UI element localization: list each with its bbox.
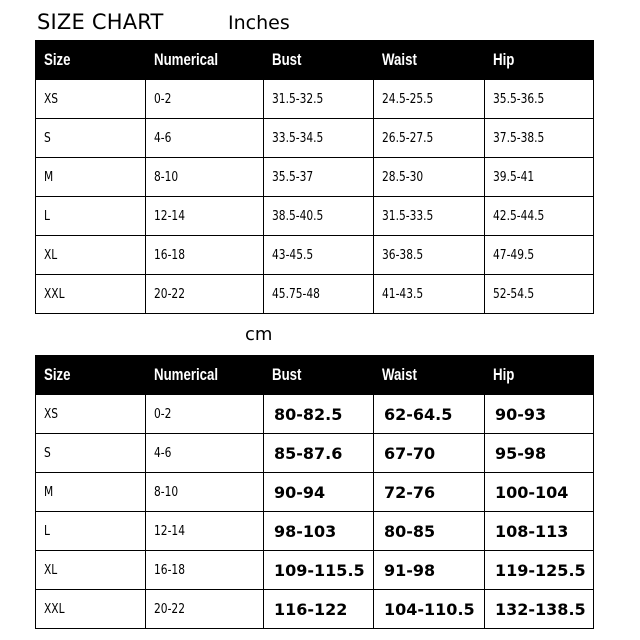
header-hip: Hip bbox=[485, 41, 594, 80]
numerical-cell: 20-22 bbox=[146, 275, 264, 314]
waist-cell: 36-38.5 bbox=[374, 236, 485, 275]
numerical-cell: 16-18 bbox=[146, 236, 264, 275]
numerical-cell: 0-2 bbox=[146, 80, 264, 119]
table-row bbox=[36, 590, 594, 629]
bust-cell: 109-115.5 bbox=[264, 551, 374, 590]
bust-cell: 38.5-40.5 bbox=[264, 197, 374, 236]
table-row bbox=[36, 275, 594, 314]
table-row bbox=[36, 551, 594, 590]
waist-cell: 67-70 bbox=[374, 434, 485, 473]
header-waist: Waist bbox=[374, 41, 485, 80]
waist-cell: 31.5-33.5 bbox=[374, 197, 485, 236]
bust-cell: 80-82.5 bbox=[264, 395, 374, 434]
hip-cell: 108-113 bbox=[485, 512, 594, 551]
waist-cell: 24.5-25.5 bbox=[374, 80, 485, 119]
waist-cell: 41-43.5 bbox=[374, 275, 485, 314]
size-cell: XXL bbox=[36, 275, 146, 314]
hip-cell: 90-93 bbox=[485, 395, 594, 434]
table-row bbox=[36, 236, 594, 275]
table-row bbox=[36, 158, 594, 197]
bust-cell: 43-45.5 bbox=[264, 236, 374, 275]
size-cell: L bbox=[36, 512, 146, 551]
header-waist: Waist bbox=[374, 356, 485, 395]
hip-cell: 35.5-36.5 bbox=[485, 80, 594, 119]
bust-cell: 33.5-34.5 bbox=[264, 119, 374, 158]
cm-unit-label: cm bbox=[245, 324, 273, 345]
numerical-cell: 16-18 bbox=[146, 551, 264, 590]
inches-size-table bbox=[35, 40, 594, 314]
table-row bbox=[36, 395, 594, 434]
numerical-cell: 0-2 bbox=[146, 395, 264, 434]
size-cell: XXL bbox=[36, 590, 146, 629]
waist-cell: 72-76 bbox=[374, 473, 485, 512]
table-row bbox=[36, 434, 594, 473]
table-row bbox=[36, 119, 594, 158]
size-cell: M bbox=[36, 473, 146, 512]
bust-cell: 98-103 bbox=[264, 512, 374, 551]
numerical-cell: 20-22 bbox=[146, 590, 264, 629]
header-numerical: Numerical bbox=[146, 41, 264, 80]
header-bust: Bust bbox=[264, 41, 374, 80]
numerical-cell: 4-6 bbox=[146, 119, 264, 158]
waist-cell: 91-98 bbox=[374, 551, 485, 590]
table-row bbox=[36, 197, 594, 236]
waist-cell: 26.5-27.5 bbox=[374, 119, 485, 158]
waist-cell: 28.5-30 bbox=[374, 158, 485, 197]
bust-cell: 90-94 bbox=[264, 473, 374, 512]
size-cell: XL bbox=[36, 551, 146, 590]
cm-size-table bbox=[35, 355, 594, 629]
waist-cell: 104-110.5 bbox=[374, 590, 485, 629]
size-cell: XS bbox=[36, 395, 146, 434]
hip-cell: 52-54.5 bbox=[485, 275, 594, 314]
header-size: Size bbox=[36, 41, 146, 80]
size-cell: S bbox=[36, 119, 146, 158]
hip-cell: 119-125.5 bbox=[485, 551, 594, 590]
size-cell: S bbox=[36, 434, 146, 473]
numerical-cell: 12-14 bbox=[146, 512, 264, 551]
bust-cell: 45.75-48 bbox=[264, 275, 374, 314]
inches-unit-label: Inches bbox=[228, 12, 290, 34]
page-title: SIZE CHART bbox=[37, 10, 164, 34]
numerical-cell: 4-6 bbox=[146, 434, 264, 473]
hip-cell: 39.5-41 bbox=[485, 158, 594, 197]
size-cell: L bbox=[36, 197, 146, 236]
numerical-cell: 12-14 bbox=[146, 197, 264, 236]
hip-cell: 100-104 bbox=[485, 473, 594, 512]
header-size: Size bbox=[36, 356, 146, 395]
hip-cell: 47-49.5 bbox=[485, 236, 594, 275]
hip-cell: 132-138.5 bbox=[485, 590, 594, 629]
bust-cell: 116-122 bbox=[264, 590, 374, 629]
bust-cell: 31.5-32.5 bbox=[264, 80, 374, 119]
bust-cell: 85-87.6 bbox=[264, 434, 374, 473]
table-header-row bbox=[36, 41, 594, 80]
table-row bbox=[36, 473, 594, 512]
waist-cell: 80-85 bbox=[374, 512, 485, 551]
table-row bbox=[36, 80, 594, 119]
waist-cell: 62-64.5 bbox=[374, 395, 485, 434]
table-row bbox=[36, 512, 594, 551]
size-cell: XS bbox=[36, 80, 146, 119]
hip-cell: 95-98 bbox=[485, 434, 594, 473]
header-hip: Hip bbox=[485, 356, 594, 395]
size-cell: M bbox=[36, 158, 146, 197]
header-numerical: Numerical bbox=[146, 356, 264, 395]
hip-cell: 42.5-44.5 bbox=[485, 197, 594, 236]
bust-cell: 35.5-37 bbox=[264, 158, 374, 197]
table-header-row bbox=[36, 356, 594, 395]
size-cell: XL bbox=[36, 236, 146, 275]
hip-cell: 37.5-38.5 bbox=[485, 119, 594, 158]
numerical-cell: 8-10 bbox=[146, 473, 264, 512]
header-bust: Bust bbox=[264, 356, 374, 395]
numerical-cell: 8-10 bbox=[146, 158, 264, 197]
